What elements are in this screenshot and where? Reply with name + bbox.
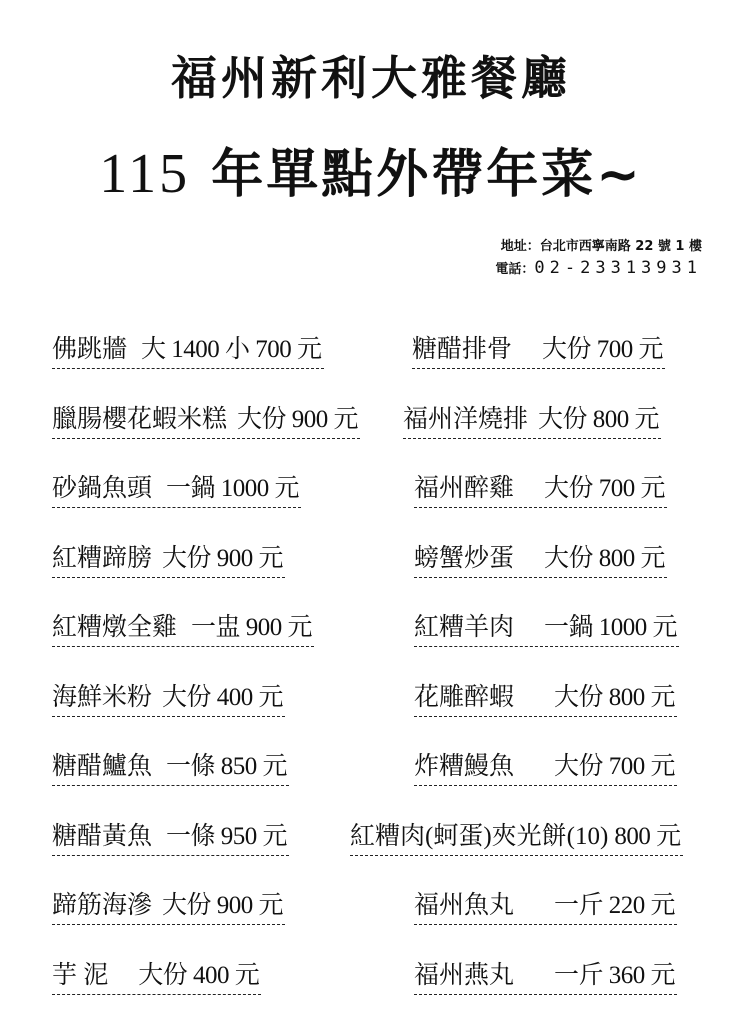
- menu-item-price: 一條 950 元: [166, 822, 288, 850]
- menu-item-price: 大份 400 元: [138, 961, 260, 989]
- menu-item-name: 紅糟燉全雞: [52, 614, 178, 641]
- menu-item-name: 海鮮米粉: [52, 683, 153, 711]
- menu-item-name: 糖醋排骨: [412, 336, 513, 363]
- phone-label: 電話：: [495, 262, 535, 277]
- menu-item-name: 花雕醉蝦: [414, 683, 515, 711]
- menu-item-left: [52, 888, 285, 925]
- menu-item-price: 大份 900 元: [237, 405, 359, 433]
- menu-item-name: 福州洋燒排: [403, 405, 529, 433]
- menu-item-left: [52, 471, 301, 508]
- menu-item-right: [414, 888, 677, 925]
- menu-item-left: [52, 819, 289, 856]
- menu-title-number: 115: [99, 143, 191, 205]
- menu-item-right: [414, 471, 667, 508]
- menu-item-right: [403, 402, 661, 439]
- menu-item-price: 大份 700 元: [544, 475, 666, 502]
- phone-number: 02-23313931: [534, 258, 702, 278]
- menu-item-name: 糖醋黃魚: [52, 822, 153, 850]
- address: 地址：台北市西寧南路 22 號 1 樓: [500, 239, 702, 254]
- menu-row: [0, 471, 742, 515]
- menu-item-left: [52, 332, 324, 369]
- menu-item-price: 800 元: [614, 822, 681, 850]
- menu-item-right: [414, 541, 667, 578]
- menu-item-name: 芋 泥: [52, 961, 109, 989]
- menu-item-name: 炸糟鰻魚: [414, 753, 515, 780]
- restaurant-name: 福州新利大雅餐廳: [171, 51, 571, 105]
- menu-item-price: 大份 700 元: [542, 336, 664, 363]
- menu-item-price: 一條 850 元: [166, 753, 288, 780]
- menu-title-text: 年單點外帶年菜~: [190, 145, 643, 205]
- menu-item-name: 福州醉雞: [414, 475, 515, 502]
- menu-item-name: 紅糟肉(蚵蛋)夾光餅(10): [350, 822, 609, 850]
- menu-item-price: 大份 800 元: [554, 683, 676, 711]
- menu-item-name: 臘腸櫻花蝦米糕: [52, 405, 228, 433]
- menu-item-price: 一盅 900 元: [191, 614, 313, 641]
- menu-item-right: [412, 332, 665, 369]
- menu-row: [0, 819, 742, 863]
- menu-item-left: [52, 958, 261, 995]
- menu-item-price: 大 1400 小 700 元: [141, 336, 322, 363]
- menu-row: [0, 888, 742, 932]
- menu-item-name: 糖醋鱸魚: [52, 753, 153, 780]
- menu-row: [0, 680, 742, 724]
- menu-row: [0, 332, 742, 376]
- menu-row: [0, 958, 742, 1002]
- menu-item-left: [52, 680, 285, 717]
- menu-item-price: 一鍋 1000 元: [544, 614, 678, 641]
- menu-row: [0, 541, 742, 585]
- menu-title: [0, 132, 742, 207]
- menu-row: [0, 402, 742, 446]
- menu-item-right: [414, 680, 677, 717]
- menu-item-right: [350, 819, 683, 856]
- menu-item-right: [414, 958, 677, 995]
- menu-item-price: 大份 800 元: [538, 405, 660, 433]
- menu-item-name: 砂鍋魚頭: [52, 475, 153, 502]
- menu-item-price: 一鍋 1000 元: [166, 475, 300, 502]
- menu-item-price: 大份 900 元: [162, 544, 284, 572]
- menu-item-right: [414, 610, 679, 647]
- menu-row: [0, 749, 742, 793]
- menu-item-name: 佛跳牆: [52, 336, 128, 363]
- menu-item-name: 紅糟蹄膀: [52, 544, 153, 572]
- menu-item-name: 蹄筋海滲: [52, 892, 153, 919]
- menu-item-left: [52, 610, 314, 647]
- menu-item-name: 福州燕丸: [414, 961, 515, 989]
- menu-item-left: [52, 749, 289, 786]
- menu-item-name: 紅糟羊肉: [414, 614, 515, 641]
- menu-item-right: [414, 749, 677, 786]
- menu-item-price: 大份 800 元: [544, 544, 666, 572]
- menu-item-price: 一斤 220 元: [554, 892, 676, 919]
- menu-row: [0, 610, 742, 654]
- menu-item-left: [52, 402, 360, 439]
- menu-item-name: 福州魚丸: [414, 892, 515, 919]
- phone: [495, 258, 702, 278]
- menu-item-price: 大份 700 元: [554, 753, 676, 780]
- menu-item-price: 一斤 360 元: [554, 961, 676, 989]
- menu-item-name: 螃蟹炒蛋: [414, 544, 515, 572]
- menu-item-price: 大份 400 元: [162, 683, 284, 711]
- menu-item-price: 大份 900 元: [162, 892, 284, 919]
- menu-item-left: [52, 541, 285, 578]
